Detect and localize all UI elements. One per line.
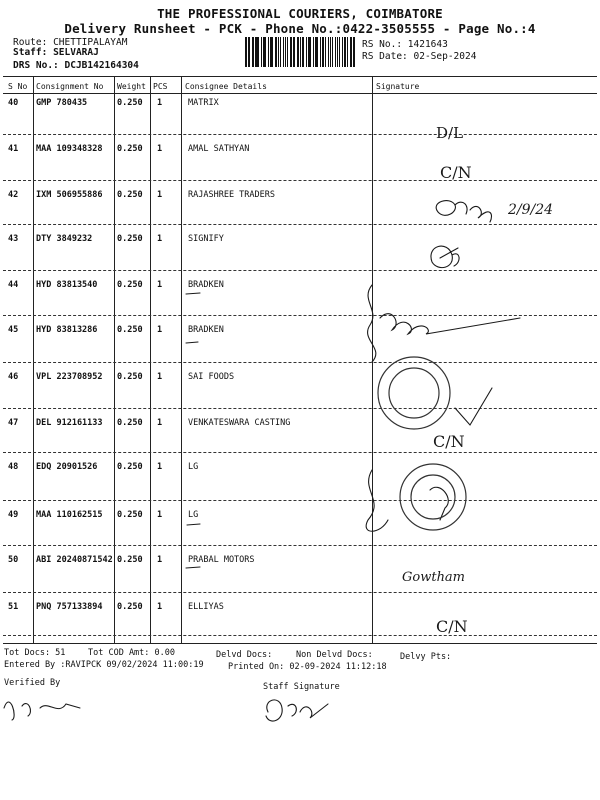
tot-docs: Tot Docs: 51	[4, 648, 66, 658]
printed-on: Printed On: 02-09-2024 11:12:18	[228, 662, 387, 672]
row-consignment-cell: MAA 110162515	[36, 510, 103, 520]
row-pcs-cell: 1	[157, 325, 163, 335]
verified-signature-scribble	[4, 702, 80, 720]
signature-scribble	[366, 470, 448, 531]
signature-scribble	[368, 285, 520, 362]
row-consignment-cell: EDQ 20901526	[36, 462, 98, 472]
row-consignment-cell: DTY 3849232	[36, 234, 93, 244]
row-weight-cell: 0.250	[117, 555, 143, 565]
row-consignment-cell: HYD 83813540	[36, 280, 98, 290]
row-consignee-cell: MATRIX	[188, 98, 219, 108]
row-sno-cell: 45	[8, 325, 19, 335]
drs-value: DCJB142164304	[64, 60, 139, 71]
row-weight-cell: 0.250	[117, 325, 143, 335]
row-consignment-cell: HYD 83813286	[36, 325, 98, 335]
row-weight-cell: 0.250	[117, 190, 143, 200]
row-pcs-cell: 1	[157, 462, 163, 472]
col-weight-header: Weight	[117, 82, 146, 91]
handwritten-date: 2/9/24	[508, 202, 554, 218]
row-consignment-cell: VPL 223708952	[36, 372, 103, 382]
row-consignee-cell: PRABAL MOTORS	[188, 555, 255, 565]
row-consignee-cell: AMAL SATHYAN	[188, 144, 250, 154]
handwritten-cn: C/N	[433, 432, 465, 451]
row-sno-cell: 47	[8, 418, 19, 428]
row-pcs-cell: 1	[157, 234, 163, 244]
row-consignment-cell: ABI 20240871542	[36, 555, 113, 565]
row-sno-cell: 42	[8, 190, 19, 200]
staff-signature-scribble	[266, 700, 328, 721]
staff-signature: Staff Signature	[263, 682, 340, 692]
delvd-docs: Delvd Docs:	[216, 650, 273, 660]
handwritten-cn: C/N	[436, 617, 468, 636]
row-weight-cell: 0.250	[117, 372, 143, 382]
row-consignment-cell: MAA 109348328	[36, 144, 103, 154]
row-pcs-cell: 1	[157, 144, 163, 154]
row-consignee-cell: VENKATESWARA CASTING	[188, 418, 291, 428]
row-pcs-cell: 1	[157, 602, 163, 612]
row-weight-cell: 0.250	[117, 280, 143, 290]
rs-date-label: RS Date:	[362, 51, 408, 62]
signature-scribble	[186, 293, 200, 568]
company-stamp-inner	[389, 368, 439, 418]
row-consignee-cell: SAI FOODS	[188, 372, 235, 382]
row-weight-cell: 0.250	[117, 98, 143, 108]
verified-by: Verified By	[4, 678, 61, 688]
row-consignee-cell: SIGNIFY	[188, 234, 224, 244]
route-label: Route:	[13, 37, 48, 48]
row-pcs-cell: 1	[157, 98, 163, 108]
tot-cod-amt: Tot COD Amt: 0.00	[88, 648, 175, 658]
row-pcs-cell: 1	[157, 190, 163, 200]
row-weight-cell: 0.250	[117, 234, 143, 244]
entered-by: Entered By :RAVIPCK 09/02/2024 11:00:19	[4, 660, 204, 670]
row-weight-cell: 0.250	[117, 602, 143, 612]
row-consignee-cell: ELLIYAS	[188, 602, 224, 612]
row-sno-cell: 51	[8, 602, 19, 612]
row-consignment-cell: PNQ 757133894	[36, 602, 103, 612]
row-pcs-cell: 1	[157, 418, 163, 428]
row-consignment-cell: IXM 506955886	[36, 190, 103, 200]
row-pcs-cell: 1	[157, 280, 163, 290]
row-sno-cell: 48	[8, 462, 19, 472]
row-consignee-cell: BRADKEN	[188, 280, 224, 290]
drs-label: DRS No.:	[13, 60, 59, 71]
row-sno-cell: 40	[8, 98, 19, 108]
staff-value: SELVARAJ	[53, 47, 99, 58]
signature-scribble	[455, 388, 492, 425]
row-sno-cell: 41	[8, 144, 19, 154]
row-weight-cell: 0.250	[117, 418, 143, 428]
col-sno-header: S No	[8, 82, 28, 91]
row-consignee-cell: LG	[188, 462, 199, 472]
handwritten-dl: D/L	[436, 124, 464, 142]
row-sno-cell: 46	[8, 372, 19, 382]
row-weight-cell: 0.250	[117, 462, 143, 472]
signature-scribble	[431, 246, 459, 268]
company-title: THE PROFESSIONAL COURIERS, COIMBATORE	[157, 6, 443, 21]
company-stamp-inner	[411, 475, 455, 519]
row-pcs-cell: 1	[157, 555, 163, 565]
row-weight-cell: 0.250	[117, 510, 143, 520]
row-consignment-cell: GMP 780435	[36, 98, 88, 108]
row-weight-cell: 0.250	[117, 144, 143, 154]
delvy-pts: Delvy Pts:	[400, 652, 452, 662]
row-consignee-cell: RAJASHREE TRADERS	[188, 190, 275, 200]
handwritten-name: Gowtham	[402, 570, 466, 585]
rs-no-value: 1421643	[407, 39, 448, 50]
row-sno-cell: 43	[8, 234, 19, 244]
non-delvd-docs: Non Delvd Docs:	[296, 650, 373, 660]
handwritten-cn: C/N	[440, 163, 472, 182]
rs-no-label: RS No.:	[362, 39, 403, 50]
signature-scribble	[436, 201, 491, 222]
rs-date-value: 02-Sep-2024	[413, 51, 477, 62]
col-signature-header: Signature	[376, 82, 420, 91]
col-consignment-header: Consignment No	[36, 82, 104, 91]
row-pcs-cell: 1	[157, 510, 163, 520]
company-stamp	[400, 464, 466, 530]
row-sno-cell: 44	[8, 280, 19, 290]
row-consignee-cell: LG	[188, 510, 199, 520]
route-value: CHETTIPALAYAM	[53, 37, 128, 48]
runsheet-subtitle: Delivery Runsheet - PCK - Phone No.:0422-3505555 - Page No.:4	[64, 21, 536, 36]
staff-label: Staff:	[13, 47, 48, 58]
row-pcs-cell: 1	[157, 372, 163, 382]
row-consignee-cell: BRADKEN	[188, 325, 224, 335]
col-consignee-header: Consignee Details	[185, 82, 267, 91]
col-pcs-header: PCS	[153, 82, 168, 91]
row-sno-cell: 50	[8, 555, 19, 565]
row-sno-cell: 49	[8, 510, 19, 520]
row-consignment-cell: DEL 912161133	[36, 418, 103, 428]
